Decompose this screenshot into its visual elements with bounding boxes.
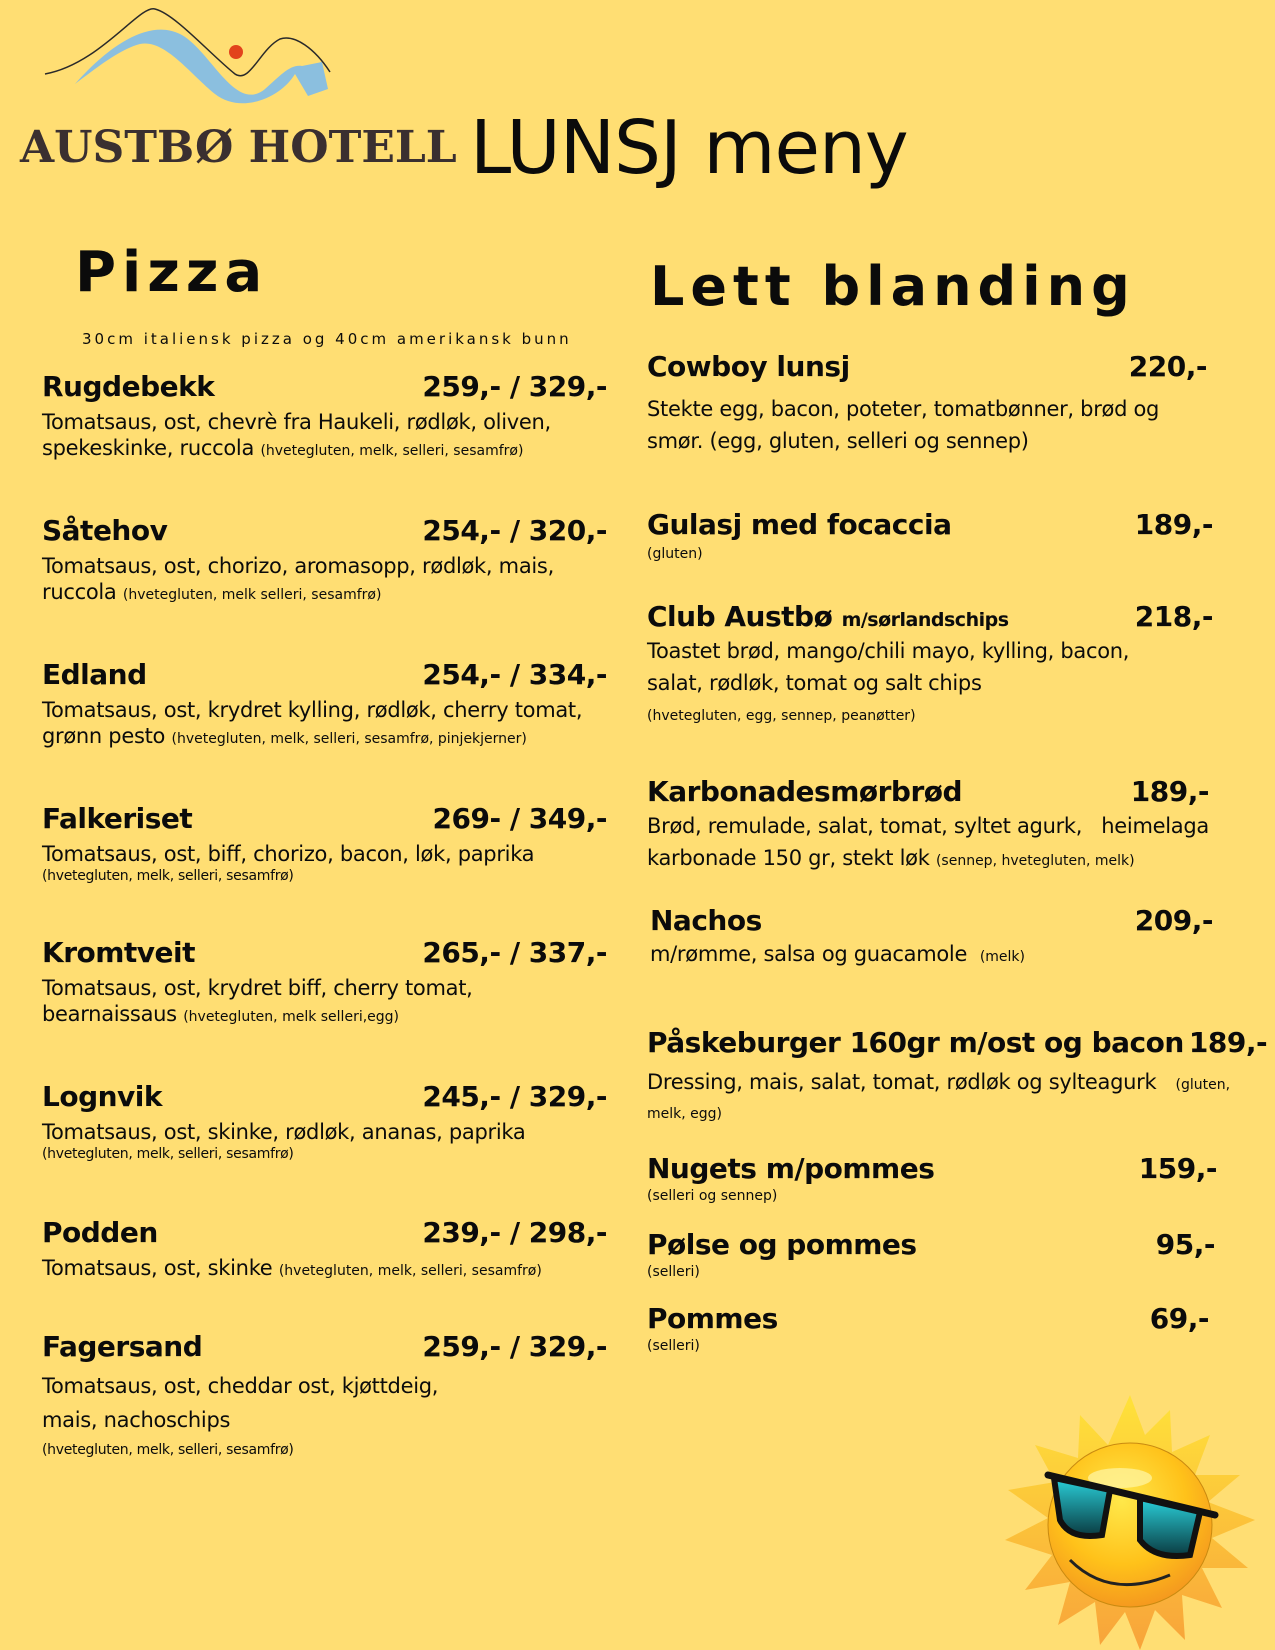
item-price: 95,- [1155,1228,1215,1261]
item-price: 159,- [1138,1152,1217,1185]
item-price: 189,- [1134,508,1213,541]
item-name: Pommes [647,1302,778,1335]
item-desc: Toastet brød, mango/chili mayo, kylling, bacon, salat, rødløk, tomat og salt chips [647,639,1130,695]
item-name: Såtehov [42,514,168,547]
menu-item [647,1228,1215,1281]
item-desc: Brød, remulade, salat, tomat, syltet agurk, heimelaga karbonade 150 gr, stekt løk (sennep, hvetegluten, melk) [647,814,1216,870]
item-allergens: (selleri) [647,1264,700,1280]
menu-item [42,658,607,752]
item-desc: Tomatsaus, ost, skinke, rødløk, ananas, paprika (hvetegluten, melk, selleri, sesamfrø) [42,1119,607,1163]
menu-item [42,1216,607,1284]
brand-name: AUSTBØ HOTELL [20,122,457,173]
item-name: Påskeburger 160gr m/ost og bacon [647,1026,1184,1059]
pizza-section-title: Pizza [75,240,269,305]
item-name: Lognvik [42,1080,163,1113]
item-allergens: (hvetegluten, melk, selleri, sesamfrø, pinjekjerner) [171,731,527,747]
item-desc: Tomatsaus, ost, skinke (hvetegluten, melk, selleri, sesamfrø) [42,1256,542,1280]
page-title: LUNSJ meny [470,105,908,191]
menu-item [42,370,607,464]
item-name: Fagersand [42,1330,203,1363]
item-allergens: (selleri) [647,1338,700,1354]
item-name: Edland [42,658,147,691]
item-name: Podden [42,1216,158,1249]
item-allergens: (hvetegluten, melk, selleri, sesamfrø) [42,1442,294,1458]
item-allergens: (hvetegluten, melk selleri, sesamfrø) [122,587,382,603]
menu-item [42,1080,607,1163]
item-price: 254,- / 334,- [422,658,607,691]
item-desc: Tomatsaus, ost, biff, chorizo, bacon, løk, paprika (hvetegluten, melk, selleri, sesamfrø) [42,841,607,885]
hotel-logo-icon [40,4,340,114]
item-price: 254,- / 320,- [422,514,607,547]
item-price: 189,- [1188,1026,1268,1059]
item-desc: Tomatsaus, ost, krydret kylling, rødløk, cherry tomat, grønn pesto (hvetegluten, melk, selleri, sesamfrø, pinjekjerner) [42,698,583,748]
menu-item [647,350,1207,457]
item-allergens: (hvetegluten, egg, sennep, peanøtter) [647,708,916,724]
item-name: Gulasj med focaccia [647,508,952,541]
menu-item [647,1152,1217,1205]
menu-item [42,802,607,885]
item-name: Nachos [650,904,762,937]
item-desc: Stekte egg, bacon, poteter, tomatbønner, brød og smør. (egg, gluten, selleri og sennep) [647,397,1160,453]
item-name: Kromtveit [42,936,196,969]
item-allergens: (hvetegluten, melk, selleri, sesamfrø) [42,868,294,884]
item-name: Cowboy lunsj [647,350,850,383]
item-name-suffix: m/sørlandschips [841,609,1009,631]
item-name: Karbonadesmørbrød [647,775,963,808]
item-allergens: (hvetegluten, melk, selleri, sesamfrø) [260,443,524,459]
item-allergens: (melk) [979,949,1025,965]
menu-item [42,1330,607,1459]
item-price: 245,- / 329,- [422,1080,607,1113]
item-allergens: (gluten) [647,546,703,562]
pizza-subtitle: 30cm italiensk pizza og 40cm amerikansk bunn [82,330,572,348]
item-price: 259,- / 329,- [422,370,607,403]
item-name: Falkeriset [42,802,193,835]
item-desc: Tomatsaus, ost, krydret biff, cherry tomat, bearnaissaus (hvetegluten, melk selleri,egg) [42,976,473,1026]
sun-with-sunglasses-icon [990,1390,1270,1650]
menu-item [647,1302,1209,1355]
item-price: 189,- [1130,775,1209,808]
item-price: 218,- [1134,600,1213,633]
item-price: 269- / 349,- [432,802,607,835]
item-allergens: (hvetegluten, melk selleri,egg) [183,1009,400,1025]
item-desc: Tomatsaus, ost, chevrè fra Haukeli, rødløk, oliven, spekeskinke, ruccola (hvetegluten, melk, selleri, sesamfrø) [42,410,551,460]
item-price: 265,- / 337,- [422,936,607,969]
menu-item [647,775,1216,877]
menu-item [42,514,607,608]
item-price: 69,- [1149,1302,1209,1335]
item-price: 220,- [1128,350,1207,383]
item-name: Pølse og pommes [647,1228,917,1261]
item-desc: Dressing, mais, salat, tomat, rødløk og sylteagurk (gluten, melk, egg) [647,1070,1231,1122]
menu-item [647,600,1213,725]
menu-item [647,1026,1268,1127]
item-desc: m/rømme, salsa og guacamole (melk) [650,942,1025,966]
item-price: 239,- / 298,- [422,1216,607,1249]
item-price: 209,- [1134,904,1213,937]
item-price: 259,- / 329,- [422,1330,607,1363]
lett-blanding-section-title: Lett blanding [650,255,1136,318]
item-allergens: (hvetegluten, melk, selleri, sesamfrø) [42,1146,294,1162]
item-allergens: (sennep, hvetegluten, melk) [935,853,1135,869]
item-name: Nugets m/pommes [647,1152,935,1185]
item-allergens: (selleri og sennep) [647,1188,778,1204]
menu-item [647,508,1213,563]
item-desc: Tomatsaus, ost, chorizo, aromasopp, rødløk, mais, ruccola (hvetegluten, melk selleri, sesamfrø) [42,554,554,604]
menu-item [650,904,1213,970]
item-name: Rugdebekk [42,370,215,403]
menu-item [42,936,607,1030]
item-allergens: (gluten, melk, egg) [647,1077,1231,1122]
item-desc: Tomatsaus, ost, cheddar ost, kjøttdeig, mais, nachoschips (hvetegluten, melk, selleri, sesamfrø) [42,1369,462,1459]
item-name: Club Austbø m/sørlandschips [647,600,1009,633]
item-allergens: (hvetegluten, melk, selleri, sesamfrø) [278,1263,542,1279]
